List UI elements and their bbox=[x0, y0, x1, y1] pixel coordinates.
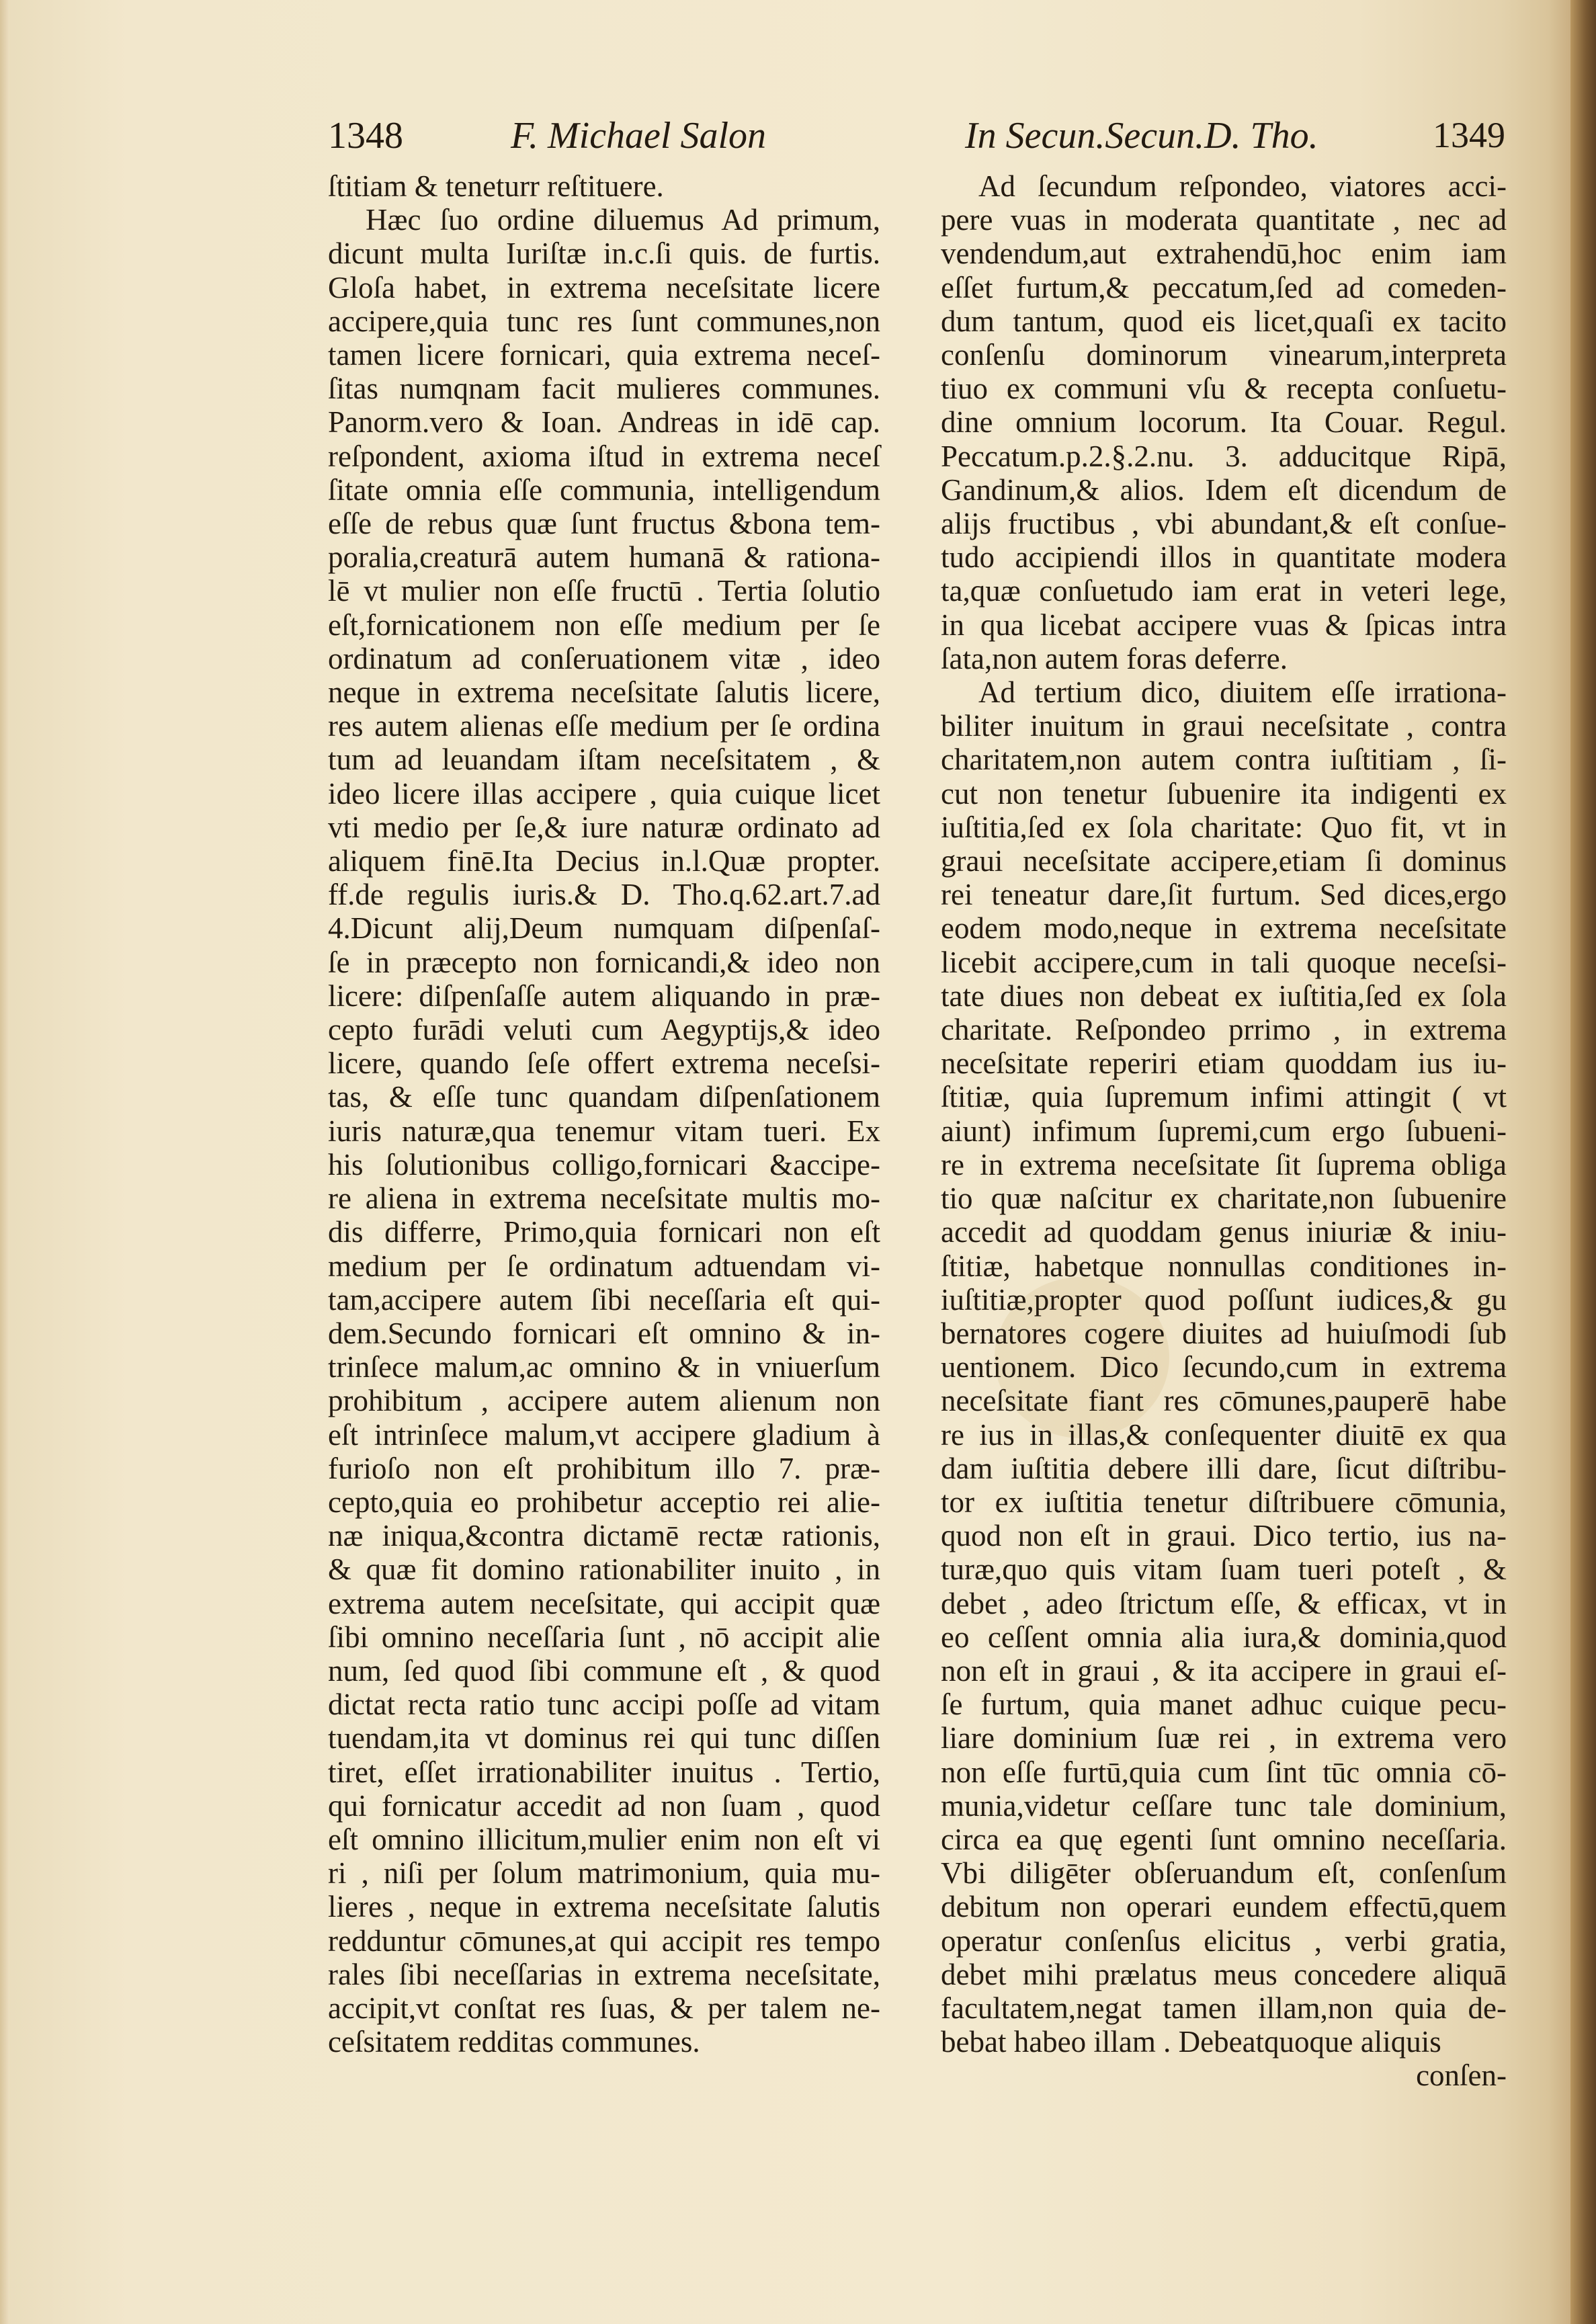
text-line: eſt,fornicationem non eſſe medium per ſe bbox=[328, 608, 880, 642]
text-line: conſenſu dominorum vinearum,interpreta bbox=[941, 338, 1507, 372]
text-line: ri , niſi per ſolum matrimonium, quia mu- bbox=[328, 1856, 880, 1891]
text-line: ſibi omnino neceſſaria ſunt , nō accipit alie bbox=[328, 1620, 880, 1654]
left-running-title: F. Michael Salon bbox=[511, 115, 767, 157]
text-line: ideo licere illas accipere , quia cuique licet bbox=[328, 776, 880, 811]
text-line: eſſet furtum,& peccatum,ſed ad comeden- bbox=[941, 270, 1507, 304]
text-line: eſſe de rebus quæ ſunt fructus &bona tem- bbox=[328, 507, 880, 541]
text-line: Ad ſecundum reſpondeo, viatores acci- bbox=[978, 169, 1507, 203]
text-line: furioſo non eſt prohibitum illo 7. præ- bbox=[328, 1451, 880, 1485]
text-line: tam,accipere autem ſibi neceſſaria eſt qui- bbox=[328, 1282, 880, 1317]
text-line: uentionem. Dico ſecundo,cum in extrema bbox=[941, 1350, 1507, 1384]
text-line: poralia,creaturā autem humanā & rationa- bbox=[328, 540, 880, 575]
text-line: dis differre, Primo,quia fornicari non eſt bbox=[328, 1215, 880, 1249]
text-line: ſtitiam & teneturr reſtituere. bbox=[328, 169, 664, 203]
text-line: accedit ad quoddam genus iniuriæ & iniu- bbox=[941, 1215, 1507, 1249]
text-line: dam iuſtitia debere illi dare, ſicut diſtribu- bbox=[941, 1451, 1507, 1485]
text-line: eo ceſſent omnia alia iura,& dominia,quod bbox=[941, 1620, 1507, 1654]
text-line: num, ſed quod ſibi commune eſt , & quod bbox=[328, 1653, 880, 1688]
text-line: iuris naturæ,qua tenemur vitam tueri. Ex bbox=[328, 1114, 880, 1148]
text-line: medium per ſe ordinatum adtuendam vi- bbox=[328, 1249, 880, 1283]
text-line: non eſſe furtū,quia cum ſint tūc omnia cō- bbox=[941, 1755, 1507, 1789]
text-line: licere, quando ſeſe offert extrema neceſsi- bbox=[328, 1046, 880, 1081]
text-line: ſata,non autem foras deferre. bbox=[941, 641, 1288, 675]
text-line: Gandinum,& alios. Idem eſt dicendum de bbox=[941, 472, 1507, 507]
text-line: eſt omnino illicitum,mulier enim non eſt vi bbox=[328, 1822, 880, 1856]
text-line: munia,videtur ceſſare tunc tale dominium, bbox=[941, 1788, 1507, 1823]
text-line: ff.de regulis iuris.& D. Tho.q.62.art.7.ad bbox=[328, 878, 880, 912]
left-text-column bbox=[328, 169, 880, 2059]
text-line: re aliena in extrema neceſsitate multis mo- bbox=[328, 1181, 880, 1216]
text-line: redduntur cōmunes,at qui accipit res tempo bbox=[328, 1923, 880, 1958]
text-line: tum ad leuandam iſtam neceſsitatem , & bbox=[328, 743, 880, 777]
text-line: re ius in illas,& conſequenter diuitē ex qua bbox=[941, 1417, 1507, 1452]
text-line: tio quæ naſcitur ex charitate,non ſubuenire bbox=[941, 1181, 1507, 1216]
text-line: prohibitum , accipere autem alienum non bbox=[328, 1384, 880, 1418]
text-line: dicunt multa Iuriſtæ in.c.ſi quis. de furtis. bbox=[328, 237, 880, 271]
left-page-number: 1348 bbox=[328, 115, 403, 157]
text-line: accipere,quia tunc res ſunt communes,non bbox=[328, 304, 880, 338]
text-line: Ad tertium dico, diuitem eſſe irrationa- bbox=[978, 675, 1507, 710]
right-page-number: 1349 bbox=[1433, 115, 1505, 155]
text-line: ſitas numqnam facit mulieres communes. bbox=[328, 372, 880, 406]
text-line: debitum non operari eundem effectū,quem bbox=[941, 1890, 1507, 1924]
text-line: vendendum,aut extrahendū,hoc enim iam bbox=[941, 237, 1507, 271]
text-line: ta,quæ conſuetudo iam erat in veteri lege, bbox=[941, 574, 1507, 608]
text-line: tamen licere fornicari, quia extrema neceſ- bbox=[328, 338, 880, 372]
text-line: dum tantum, quod eis licet,quaſi ex tacito bbox=[941, 304, 1507, 338]
text-line: non eſt in graui , & ita accipere in graui eſ- bbox=[941, 1653, 1507, 1688]
text-line: tas, & eſſe tunc quandam diſpenſationem bbox=[328, 1080, 880, 1114]
text-line: biliter inuitum in graui neceſsitate , contra bbox=[941, 709, 1507, 743]
page-shadow-left bbox=[0, 0, 9, 2324]
text-line: & quæ fit domino rationabiliter inuito , in bbox=[328, 1552, 880, 1587]
text-line: quod non eſt in graui. Dico tertio, ius na- bbox=[941, 1519, 1507, 1553]
text-line: circa ea quę egenti ſunt omnino neceſſaria. bbox=[941, 1822, 1507, 1856]
text-line: rei teneatur dare,ſit furtum. Sed dices,ergo bbox=[941, 878, 1507, 912]
text-line: ſe furtum, quia manet adhuc cuique pecu- bbox=[941, 1688, 1507, 1722]
text-line: Panorm.vero & Ioan. Andreas in idē cap. bbox=[328, 405, 880, 440]
text-line: tiuo ex communi vſu & recepta conſuetu- bbox=[941, 372, 1507, 406]
text-line: turæ,quo quis vitam ſuam tueri poteſt , & bbox=[941, 1552, 1507, 1587]
text-line: accipit,vt conſtat res ſuas, & per talem ne- bbox=[328, 1991, 880, 2025]
right-text-column bbox=[941, 169, 1507, 2093]
text-line: aliquem finē.Ita Decius in.l.Quæ propter. bbox=[328, 844, 880, 878]
text-line: alijs fructibus , vbi abundant,& eſt conſue- bbox=[941, 507, 1507, 541]
text-line: Peccatum.p.2.§.2.nu. 3. adducitque Ripā, bbox=[941, 439, 1507, 473]
text-line: Hæc ſuo ordine diluemus Ad primum, bbox=[366, 203, 880, 237]
text-line: operatur conſenſus elicitus , verbi gratia, bbox=[941, 1923, 1507, 1958]
text-line: iuſtitia,ſed ex ſola charitate: Quo fit, vt in bbox=[941, 810, 1507, 844]
text-line: neque in extrema neceſsitate ſalutis licere, bbox=[328, 675, 880, 710]
text-line: cut non tenetur ſubuenire ita indigenti ex bbox=[941, 776, 1507, 811]
text-line: reſpondent, axioma iſtud in extrema neceſ bbox=[328, 439, 880, 473]
text-line: bebat habeo illam . Debeatquoque aliquis bbox=[941, 2025, 1441, 2059]
text-line: cepto furādi veluti cum Aegyptijs,& ideo bbox=[328, 1013, 880, 1047]
text-line: debet mihi prælatus meus concedere aliquā bbox=[941, 1957, 1507, 1991]
text-line: debet , adeo ſtrictum eſſe, & efficax, vt in bbox=[941, 1586, 1507, 1620]
text-line: charitatem,non autem contra iuſtitiam , ſi- bbox=[941, 743, 1507, 777]
text-line: re in extrema neceſsitate ſit ſuprema obliga bbox=[941, 1147, 1507, 1181]
text-line: bernatores cogere diuites ad huiuſmodi ſub bbox=[941, 1316, 1507, 1350]
text-line: Vbi diligēter obſeruandum eſt, conſenſum bbox=[941, 1856, 1507, 1891]
text-line: facultatem,negat tamen illam,non quia de- bbox=[941, 1991, 1507, 2025]
text-line: tudo accipiendi illos in quantitate modera bbox=[941, 540, 1507, 575]
text-line: ordinatum ad conſeruationem vitæ , ideo bbox=[328, 641, 880, 675]
text-line: dictat recta ratio tunc accipi poſſe ad vitam bbox=[328, 1688, 880, 1722]
text-line: eodem modo,neque in extrema neceſsitate bbox=[941, 911, 1507, 946]
text-line: qui fornicatur accedit ad non ſuam , quod bbox=[328, 1788, 880, 1823]
text-line: næ iniqua,&contra dictamē rectæ rationis, bbox=[328, 1519, 880, 1553]
text-line: vti medio per ſe,& iure naturæ ordinato ad bbox=[328, 810, 880, 844]
text-line: 4.Dicunt alij,Deum numquam diſpenſaſ- bbox=[328, 911, 880, 946]
text-line: tor ex iuſtitia tenetur diſtribuere cōmunia, bbox=[941, 1485, 1507, 1519]
text-line: charitate. Reſpondeo prrimo , in extrema bbox=[941, 1013, 1507, 1047]
text-line: Gloſa habet, in extrema neceſsitate licere bbox=[328, 270, 880, 304]
text-line: ſtitiæ, quia ſupremum infimi attingit ( vt bbox=[941, 1080, 1507, 1114]
text-line: extrema autem neceſsitate, qui accipit quæ bbox=[328, 1586, 880, 1620]
text-line: res autem alienas eſſe medium per ſe ordina bbox=[328, 709, 880, 743]
text-line: iuſtitiæ,propter quod poſſunt iudices,& gu bbox=[941, 1282, 1507, 1317]
text-line: neceſsitate fiant res cōmunes,pauperē habe bbox=[941, 1384, 1507, 1418]
text-line: cepto,quia eo prohibetur acceptio rei alie- bbox=[328, 1485, 880, 1519]
text-line: conſen- bbox=[1416, 2059, 1507, 2093]
text-line: aiunt) infimum ſupremi,cum ergo ſubueni- bbox=[941, 1114, 1507, 1148]
text-line: graui neceſsitate accipere,etiam ſi dominus bbox=[941, 844, 1507, 878]
text-line: dine omnium locorum. Ita Couar. Regul. bbox=[941, 405, 1507, 440]
text-line: lē vt mulier non eſſe fructū . Tertia ſolutio bbox=[328, 574, 880, 608]
text-line: trinſece malum,ac omnino & in vniuerſum bbox=[328, 1350, 880, 1384]
text-line: licere: diſpenſaſſe autem aliquando in præ- bbox=[328, 979, 880, 1013]
text-line: rales ſibi neceſſarias in extrema neceſsitate, bbox=[328, 1957, 880, 1991]
text-line: eſt intrinſece malum,vt accipere gladium à bbox=[328, 1417, 880, 1452]
right-running-title: In Secun.Secun.D. Tho. bbox=[965, 115, 1318, 157]
text-line: tiret, eſſet irrationabiliter inuitus . Tertio, bbox=[328, 1755, 880, 1789]
text-line: ſtitiæ, habetque nonnullas conditiones in- bbox=[941, 1249, 1507, 1283]
text-line: ſe in præcepto non fornicandi,& ideo non bbox=[328, 945, 880, 979]
text-line: licebit accipere,cum in tali quoque neceſsi- bbox=[941, 945, 1507, 979]
text-line: pere vuas in moderata quantitate , nec ad bbox=[941, 203, 1507, 237]
text-line: in qua licebat accipere vuas & ſpicas intra bbox=[941, 608, 1507, 642]
text-line: dem.Secundo fornicari eſt omnino & in- bbox=[328, 1316, 880, 1350]
text-line: his ſolutionibus colligo,fornicari &accipe- bbox=[328, 1147, 880, 1181]
book-spine-edge bbox=[1570, 0, 1596, 2324]
text-line: tuendam,ita vt dominus rei qui tunc diſſen bbox=[328, 1721, 880, 1755]
text-line: liare dominium ſuæ rei , in extrema vero bbox=[941, 1721, 1507, 1755]
text-line: lieres , neque in extrema neceſsitate ſalutis bbox=[328, 1890, 880, 1924]
text-line: ſitate omnia eſſe communia, intelligendum bbox=[328, 472, 880, 507]
text-line: ceſsitatem redditas communes. bbox=[328, 2025, 700, 2059]
text-line: neceſsitate reperiri etiam quoddam ius iu- bbox=[941, 1046, 1507, 1081]
text-line: tate diues non debeat ex iuſtitia,ſed ex ſola bbox=[941, 979, 1507, 1013]
